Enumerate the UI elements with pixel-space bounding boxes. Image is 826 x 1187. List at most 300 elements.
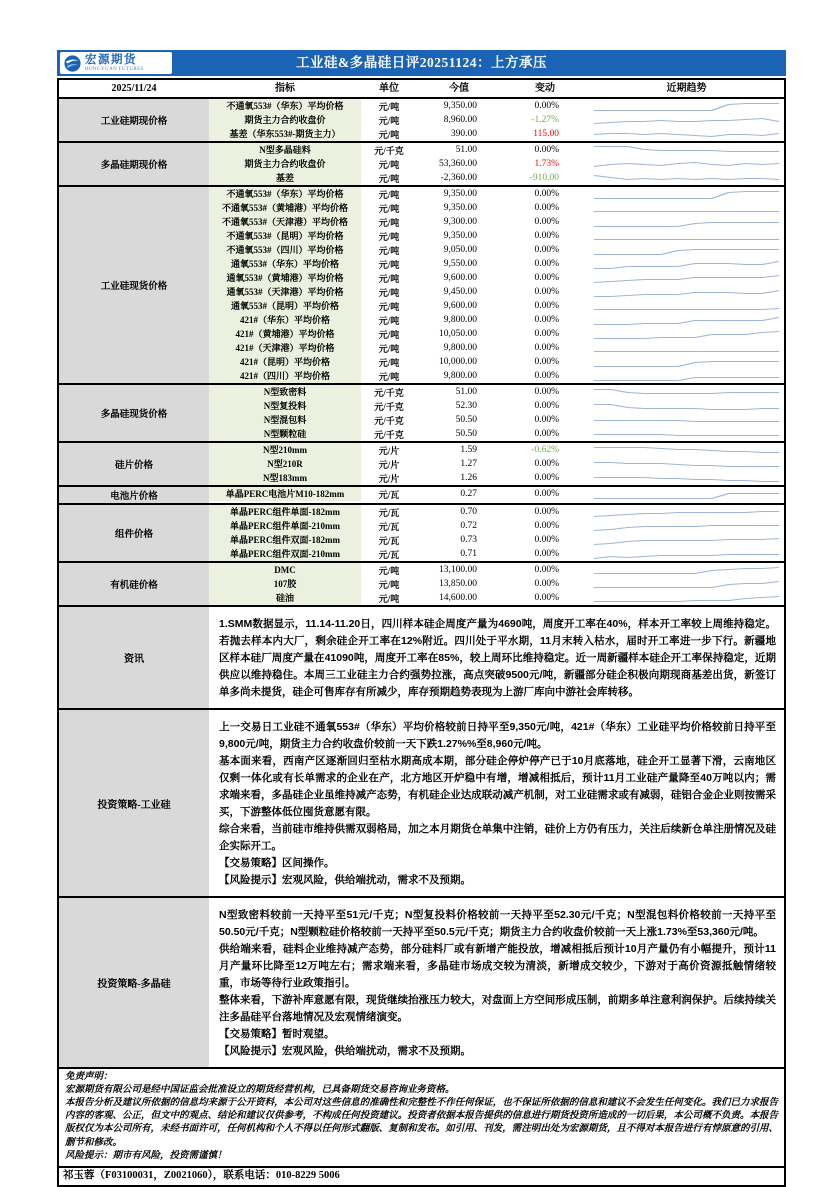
table-row (209, 243, 784, 257)
unit-cell: 元/千克 (374, 145, 404, 156)
change-cell: 0.00% (534, 549, 559, 559)
change-cell: 0.00% (534, 259, 559, 269)
change-cell: 0.00% (534, 315, 559, 325)
table-row (209, 143, 784, 157)
table-row (209, 171, 784, 185)
unit-cell: 元/吨 (378, 343, 400, 354)
change-cell: 115.00 (533, 129, 559, 139)
unit-cell: 元/吨 (378, 101, 400, 112)
category-label: 投资策略-多晶硅 (59, 898, 209, 1067)
category-label: 工业硅现货价格 (59, 187, 209, 383)
unit-cell: 元/吨 (378, 245, 400, 256)
table-row (209, 299, 784, 313)
table-row (209, 487, 784, 501)
news-section (59, 607, 784, 710)
table-row (209, 519, 784, 533)
table-row (209, 113, 784, 127)
value-cell: 9,600.00 (443, 301, 477, 311)
section-paragraph: 综合来看，当前硅市维持供需双弱格局，加之本月期货仓单集中注销，硅价上方仍有压力，关注后续新仓单注册情况及硅企实际开工。 (219, 823, 776, 852)
table-row (209, 341, 784, 355)
table-row (209, 271, 784, 285)
change-cell: 0.00% (534, 521, 559, 531)
change-cell: 0.00% (534, 489, 559, 499)
trend-cell (589, 328, 784, 341)
trend-sparkline (592, 414, 781, 427)
section-paragraphs (209, 898, 784, 1067)
logo-en-label: HONGYUAN FUTURES (85, 66, 144, 72)
change-cell: 0.00% (534, 189, 559, 199)
unit-cell: 元/千克 (374, 429, 404, 440)
value-cell: 13,850.00 (439, 579, 477, 589)
trend-sparkline (592, 300, 781, 313)
change-cell: 0.00% (534, 535, 559, 545)
section-paragraph: 1.SMM数据显示，11.14-11.20日，四川样本硅企周度产量为4690吨，周度开工率在40%，样本开工率较上周维持稳定。若抛去样本内大厂，剩余硅企开工率在12%附近。四川处于平水期，11月末转入枯水，届时开工率进一步下行。新疆地区样本硅厂周度产量在41090吨，周度开工率在85%，较上周环比维持稳定。近一周新疆样本硅企开工率保持稳定，近期供应以维持稳住。本周三工业硅主力合约强势拉涨，高点突破9500元/吨，新疆部分硅企积极向期现商基差出货，新签订单多尚未提货，硅企可售库存有所减少，库存预期趋势表现为上游厂库向中游社会库转移。 (219, 618, 776, 698)
value-cell: 8,960.00 (443, 115, 477, 125)
table-row (209, 187, 784, 201)
trend-cell (589, 230, 784, 243)
table-row (209, 547, 784, 561)
indicator-cell: 通氧553#（昆明）平均价格 (209, 299, 361, 313)
trend-sparkline (592, 386, 781, 399)
text-sections (59, 607, 784, 1069)
table-row (209, 505, 784, 519)
trend-cell (589, 506, 784, 519)
table-row (209, 99, 784, 113)
trend-cell (589, 472, 784, 485)
trend-cell (589, 520, 784, 533)
indicator-cell: N型颗粒硅 (209, 427, 361, 441)
trend-cell (589, 342, 784, 355)
trend-sparkline (592, 128, 781, 141)
company-logo (60, 52, 172, 74)
trend-sparkline (592, 100, 781, 113)
trend-sparkline (592, 258, 781, 271)
trend-sparkline (592, 144, 781, 157)
trend-sparkline (592, 188, 781, 201)
category-label: 投资策略-工业硅 (59, 710, 209, 896)
table-row (209, 427, 784, 441)
indicator-cell: 单晶PERC组件单面-210mm (209, 519, 361, 533)
section-paragraphs (209, 710, 784, 896)
trend-sparkline (592, 534, 781, 547)
unit-cell: 元/瓦 (378, 535, 400, 546)
indicator-cell: 不通氧553#（天津港）平均价格 (209, 215, 361, 229)
trend-cell (589, 172, 784, 185)
group-rows (209, 563, 784, 605)
unit-cell: 元/吨 (378, 273, 400, 284)
report-table (57, 78, 786, 1187)
unit-cell: 元/吨 (378, 593, 400, 604)
value-cell: 9,450.00 (443, 287, 477, 297)
table-row (209, 201, 784, 215)
logo-cn-label: 宏源期货 (85, 54, 137, 67)
unit-cell: 元/吨 (378, 315, 400, 326)
value-cell: 9,800.00 (443, 343, 477, 353)
trend-cell (589, 286, 784, 299)
trend-sparkline (592, 592, 781, 605)
trend-cell (589, 188, 784, 201)
table-row (209, 577, 784, 591)
change-cell: 0.00% (534, 429, 559, 439)
value-cell: 0.72 (460, 521, 477, 531)
table-row (209, 313, 784, 327)
table-row (209, 399, 784, 413)
change-cell: -1.27% (531, 115, 559, 125)
table-row (209, 285, 784, 299)
header-trend: 近期趋势 (666, 83, 707, 94)
unit-cell: 元/吨 (378, 329, 400, 340)
value-cell: 52.30 (455, 401, 477, 411)
unit-cell: 元/吨 (378, 287, 400, 298)
change-cell: 0.00% (534, 329, 559, 339)
disclaimer-line: 本报告分析及建议所依据的信息均来源于公开资料，本公司对这些信息的准确性和完整性不作任何保证，也不保证所依据的信息和建议不会发生任何变化。我们已力求报告内容的客观、公正，但文中的观点、结论和建议仅供参考，不构成任何投资建议。投资者依据本报告提供的信息进行期货投资所造成的一切后果，本公司概不负责。本报告版权仅为本公司所有，未经书面许可，任何机构和个人不得以任何形式翻版、复制和发布。如引用、刊发，需注明出处为宏源期货，且不得对本报告进行有悖原意的引用、删节和修改。 (65, 1098, 778, 1148)
trend-cell (589, 548, 784, 561)
indicator-cell: 基差（华东553#-期货主力） (209, 127, 361, 141)
category-label: 资讯 (59, 607, 209, 708)
trend-cell (589, 202, 784, 215)
trend-cell (589, 564, 784, 577)
unit-cell: 元/吨 (378, 115, 400, 126)
table-row (209, 563, 784, 577)
trend-sparkline (592, 428, 781, 441)
unit-cell: 元/吨 (378, 565, 400, 576)
indicator-cell: N型混包料 (209, 413, 361, 427)
header-unit: 单位 (379, 83, 399, 94)
strategy-polysilicon-section (59, 898, 784, 1069)
trend-sparkline (592, 216, 781, 229)
change-cell: 0.00% (534, 217, 559, 227)
value-cell: 9,350.00 (443, 189, 477, 199)
trend-sparkline (592, 114, 781, 127)
value-cell: 9,350.00 (443, 203, 477, 213)
indicator-cell: 不通氧553#（四川）平均价格 (209, 243, 361, 257)
indicator-cell: 期货主力合约收盘价 (209, 113, 361, 127)
group-rows (209, 99, 784, 141)
group-rows (209, 385, 784, 441)
value-cell: 50.50 (455, 415, 477, 425)
analyst-contact: 祁玉蓉（F03100031，Z0021060），联系电话：010-8229 5006 (63, 1169, 340, 1181)
indicator-cell: 不通氧553#（黄埔港）平均价格 (209, 201, 361, 215)
trend-sparkline (592, 488, 781, 501)
trend-sparkline (592, 520, 781, 533)
section-paragraph: N型致密料较前一天持平至51元/千克；N型复投料价格较前一天持平至52.30元/千克；N型混包料价格较前一天持平至50.50元/千克；N型颗粒硅价格较前一天持平至50.5元/千克；期货主力合约收盘价较前一天上涨1.73%至53,360元/吨。 (219, 909, 776, 938)
indicator-cell: 421#（黄埔港）平均价格 (209, 327, 361, 341)
value-cell: 9,600.00 (443, 273, 477, 283)
indicator-cell: N型复投料 (209, 399, 361, 413)
trend-cell (589, 356, 784, 369)
table-row (209, 413, 784, 427)
disclaimer-title: 免责声明： (65, 1072, 113, 1082)
indicator-cell: 基差 (209, 171, 361, 185)
price-group (59, 187, 784, 385)
change-cell: 0.00% (534, 371, 559, 381)
price-group (59, 143, 784, 187)
trend-sparkline (592, 172, 781, 185)
section-paragraph: 供给端来看，硅料企业维持减产态势，部分硅料厂或有新增产能投放，增减相抵后预计10月产量仍有小幅提升，预计11月产量环比降至12万吨左右；需求端来看，多晶硅市场成交较为清淡，新增成交较少，下游对于高价资源抵触情绪较重，市场等待行业政策指引。 (219, 943, 776, 989)
table-row (209, 471, 784, 485)
unit-cell: 元/吨 (378, 301, 400, 312)
trend-sparkline (592, 400, 781, 413)
trend-sparkline (592, 342, 781, 355)
price-group (59, 99, 784, 143)
disclaimer-body (65, 1084, 778, 1150)
value-cell: 390.00 (450, 129, 477, 139)
trend-cell (589, 386, 784, 399)
table-row (209, 591, 784, 605)
section-paragraph: 【风险提示】宏观风险，供给端扰动，需求不及预期。 (219, 874, 471, 886)
value-cell: 10,050.00 (439, 329, 477, 339)
unit-cell: 元/片 (378, 445, 400, 456)
group-rows (209, 187, 784, 383)
unit-cell: 元/吨 (378, 231, 400, 242)
indicator-cell: 期货主力合约收盘价 (209, 157, 361, 171)
price-group (59, 443, 784, 487)
unit-cell: 元/瓦 (378, 489, 400, 500)
unit-cell: 元/吨 (378, 203, 400, 214)
header-date: 2025/11/24 (111, 83, 157, 94)
price-group (59, 487, 784, 505)
table-row (209, 385, 784, 399)
change-cell: 0.00% (534, 415, 559, 425)
table-row (209, 355, 784, 369)
globe-icon (64, 55, 81, 72)
indicator-cell: 单晶PERC组件单面-182mm (209, 505, 361, 519)
header-change: 变动 (535, 83, 555, 94)
change-cell: 0.00% (534, 101, 559, 111)
section-paragraph: 基本面来看，西南产区逐渐回归至枯水期高成本期，部分硅企停炉停产已于10月底落地，硅企开工显著下滑，云南地区仅剩一体化或有长单需求的企业在产，北方地区开炉稳中有增，增减相抵后，预计11月工业硅产量降至40万吨以内；需求端来看，多晶硅企业虽维持减产态势，有机硅企业达成联动减产机制，对工业硅需求或有减弱，硅铝合金企业则按需采买，下游整体低位囤货意愿有限。 (219, 755, 776, 818)
trend-sparkline (592, 578, 781, 591)
table-row (209, 327, 784, 341)
trend-sparkline (592, 356, 781, 369)
category-label: 硅片价格 (59, 443, 209, 485)
indicator-cell: 421#（华东）平均价格 (209, 313, 361, 327)
group-rows (209, 487, 784, 503)
trend-cell (589, 216, 784, 229)
table-row (209, 533, 784, 547)
change-cell: 0.00% (534, 401, 559, 411)
unit-cell: 元/片 (378, 473, 400, 484)
page-title: 工业硅&多晶硅日评20251124：上方承压 (295, 55, 547, 70)
section-paragraphs (209, 607, 784, 708)
unit-cell: 元/吨 (378, 371, 400, 382)
change-cell: 0.00% (534, 459, 559, 469)
indicator-cell: N型致密料 (209, 385, 361, 399)
value-cell: 13,100.00 (439, 565, 477, 575)
section-paragraph: 上一交易日工业硅不通氧553#（华东）平均价格较前日持平至9,350元/吨，421#（华东）工业硅平均价格较前日持平至9,800元/吨，期货主力合约收盘价较前一天下跌1.27%%至8,960元/吨。 (219, 721, 776, 750)
indicator-cell: 单晶PERC电池片M10-182mm (209, 487, 361, 501)
indicator-cell: 421#（四川）平均价格 (209, 369, 361, 383)
trend-cell (589, 458, 784, 471)
change-cell: -0.62% (531, 445, 559, 455)
indicator-cell: 107胶 (209, 577, 361, 591)
indicator-cell: 421#（天津港）平均价格 (209, 341, 361, 355)
trend-sparkline (592, 370, 781, 383)
section-paragraph: 【风险提示】宏观风险，供给端扰动，需求不及预期。 (219, 1045, 471, 1057)
change-cell: 0.00% (534, 343, 559, 353)
value-cell: 0.73 (460, 535, 477, 545)
price-group (59, 563, 784, 607)
unit-cell: 元/吨 (378, 217, 400, 228)
section-paragraph: 【交易策略】区间操作。 (219, 857, 335, 869)
unit-cell: 元/吨 (378, 159, 400, 170)
trend-sparkline (592, 244, 781, 257)
trend-cell (589, 534, 784, 547)
trend-cell (589, 400, 784, 413)
category-label: 组件价格 (59, 505, 209, 561)
change-cell: 0.00% (534, 357, 559, 367)
trend-cell (589, 258, 784, 271)
unit-cell: 元/吨 (378, 579, 400, 590)
header-value: 今值 (449, 83, 469, 94)
indicator-cell: 硅油 (209, 591, 361, 605)
change-cell: 0.00% (534, 473, 559, 483)
table-body (59, 99, 784, 607)
unit-cell: 元/片 (378, 459, 400, 470)
unit-cell: 元/吨 (378, 173, 400, 184)
trend-sparkline (592, 202, 781, 215)
indicator-cell: 不通氧553#（华东）平均价格 (209, 187, 361, 201)
table-row (209, 443, 784, 457)
change-cell: 1.73% (534, 159, 559, 169)
change-cell: -910.00 (529, 173, 559, 183)
indicator-cell: N型多晶硅料 (209, 143, 361, 157)
table-row (209, 457, 784, 471)
unit-cell: 元/瓦 (378, 521, 400, 532)
trend-sparkline (592, 328, 781, 341)
category-label: 工业硅期现价格 (59, 99, 209, 141)
change-cell: 0.00% (534, 287, 559, 297)
value-cell: 9,050.00 (443, 245, 477, 255)
value-cell: 9,800.00 (443, 371, 477, 381)
trend-sparkline (592, 472, 781, 485)
table-row (209, 157, 784, 171)
title-bar (57, 50, 786, 76)
table-row (209, 229, 784, 243)
category-label: 多晶硅现货价格 (59, 385, 209, 441)
trend-sparkline (592, 458, 781, 471)
table-header-row (59, 80, 784, 99)
unit-cell: 元/吨 (378, 189, 400, 200)
indicator-cell: 通氧553#（黄埔港）平均价格 (209, 271, 361, 285)
change-cell: 0.00% (534, 301, 559, 311)
trend-sparkline (592, 272, 781, 285)
indicator-cell: 421#（昆明）平均价格 (209, 355, 361, 369)
header-indicator: 指标 (275, 83, 295, 94)
indicator-cell: 单晶PERC组件双面-182mm (209, 533, 361, 547)
value-cell: 14,600.00 (439, 593, 477, 603)
trend-cell (589, 414, 784, 427)
value-cell: -2,360.00 (440, 173, 477, 183)
value-cell: 0.71 (460, 549, 477, 559)
trend-cell (589, 578, 784, 591)
change-cell: 0.00% (534, 593, 559, 603)
change-cell: 0.00% (534, 565, 559, 575)
trend-sparkline (592, 230, 781, 243)
trend-sparkline (592, 444, 781, 457)
category-label: 电池片价格 (59, 487, 209, 503)
trend-sparkline (592, 548, 781, 561)
indicator-cell: 不通氧553#（华东）平均价格 (209, 99, 361, 113)
value-cell: 1.27 (460, 459, 477, 469)
trend-sparkline (592, 314, 781, 327)
trend-cell (589, 314, 784, 327)
trend-cell (589, 100, 784, 113)
section-paragraph: 整体来看，下游补库意愿有限，现货继续抬涨压力较大，对盘面上方空间形成压制，前期多单注意利润保护。后续持续关注多晶硅平台落地情况及宏观情绪演变。 (219, 994, 776, 1023)
trend-cell (589, 300, 784, 313)
unit-cell: 元/吨 (378, 259, 400, 270)
price-group (59, 505, 784, 563)
table-row (209, 257, 784, 271)
change-cell: 0.00% (534, 387, 559, 397)
disclaimer-risk-note: 风险提示：期市有风险，投资需谨慎！ (65, 1150, 227, 1161)
change-cell: 0.00% (534, 203, 559, 213)
change-cell: 0.00% (534, 273, 559, 283)
value-cell: 9,300.00 (443, 217, 477, 227)
trend-cell (589, 592, 784, 605)
trend-cell (589, 244, 784, 257)
group-rows (209, 505, 784, 561)
strategy-industrial-silicon-section (59, 710, 784, 898)
indicator-cell: 不通氧553#（昆明）平均价格 (209, 229, 361, 243)
trend-cell (589, 444, 784, 457)
group-rows (209, 143, 784, 185)
value-cell: 53,360.00 (439, 159, 477, 169)
trend-cell (589, 370, 784, 383)
trend-cell (589, 272, 784, 285)
trend-cell (589, 114, 784, 127)
table-row (209, 215, 784, 229)
trend-sparkline (592, 564, 781, 577)
table-row (209, 127, 784, 141)
value-cell: 9,350.00 (443, 231, 477, 241)
value-cell: 0.70 (460, 507, 477, 517)
change-cell: 0.00% (534, 245, 559, 255)
group-rows (209, 443, 784, 485)
value-cell: 50.50 (455, 429, 477, 439)
indicator-cell: N型210mm (209, 443, 361, 457)
indicator-cell: DMC (209, 563, 361, 577)
trend-sparkline (592, 506, 781, 519)
section-paragraph: 【交易策略】暂时观望。 (219, 1028, 335, 1040)
disclaimer-line: 宏源期货有限公司是经中国证监会批准设立的期货经营机构，已具备期货交易咨询业务资格。 (65, 1085, 455, 1096)
unit-cell: 元/瓦 (378, 507, 400, 518)
category-label: 多晶硅期现价格 (59, 143, 209, 185)
value-cell: 1.59 (460, 445, 477, 455)
trend-cell (589, 144, 784, 157)
unit-cell: 元/吨 (378, 357, 400, 368)
unit-cell: 元/吨 (378, 129, 400, 140)
indicator-cell: 通氧553#（华东）平均价格 (209, 257, 361, 271)
indicator-cell: N型210R (209, 457, 361, 471)
value-cell: 9,800.00 (443, 315, 477, 325)
indicator-cell: 通氧553#（天津港）平均价格 (209, 285, 361, 299)
unit-cell: 元/千克 (374, 401, 404, 412)
trend-cell (589, 128, 784, 141)
report-content (57, 50, 786, 1187)
price-group (59, 385, 784, 443)
indicator-cell: 单晶PERC组件双面-210mm (209, 547, 361, 561)
trend-cell (589, 158, 784, 171)
unit-cell: 元/千克 (374, 415, 404, 426)
unit-cell: 元/千克 (374, 387, 404, 398)
indicator-cell: N型183mm (209, 471, 361, 485)
value-cell: 10,000.00 (439, 357, 477, 367)
value-cell: 1.26 (460, 473, 477, 483)
trend-cell (589, 488, 784, 501)
change-cell: 0.00% (534, 507, 559, 517)
change-cell: 0.00% (534, 579, 559, 589)
category-label: 有机硅价格 (59, 563, 209, 605)
